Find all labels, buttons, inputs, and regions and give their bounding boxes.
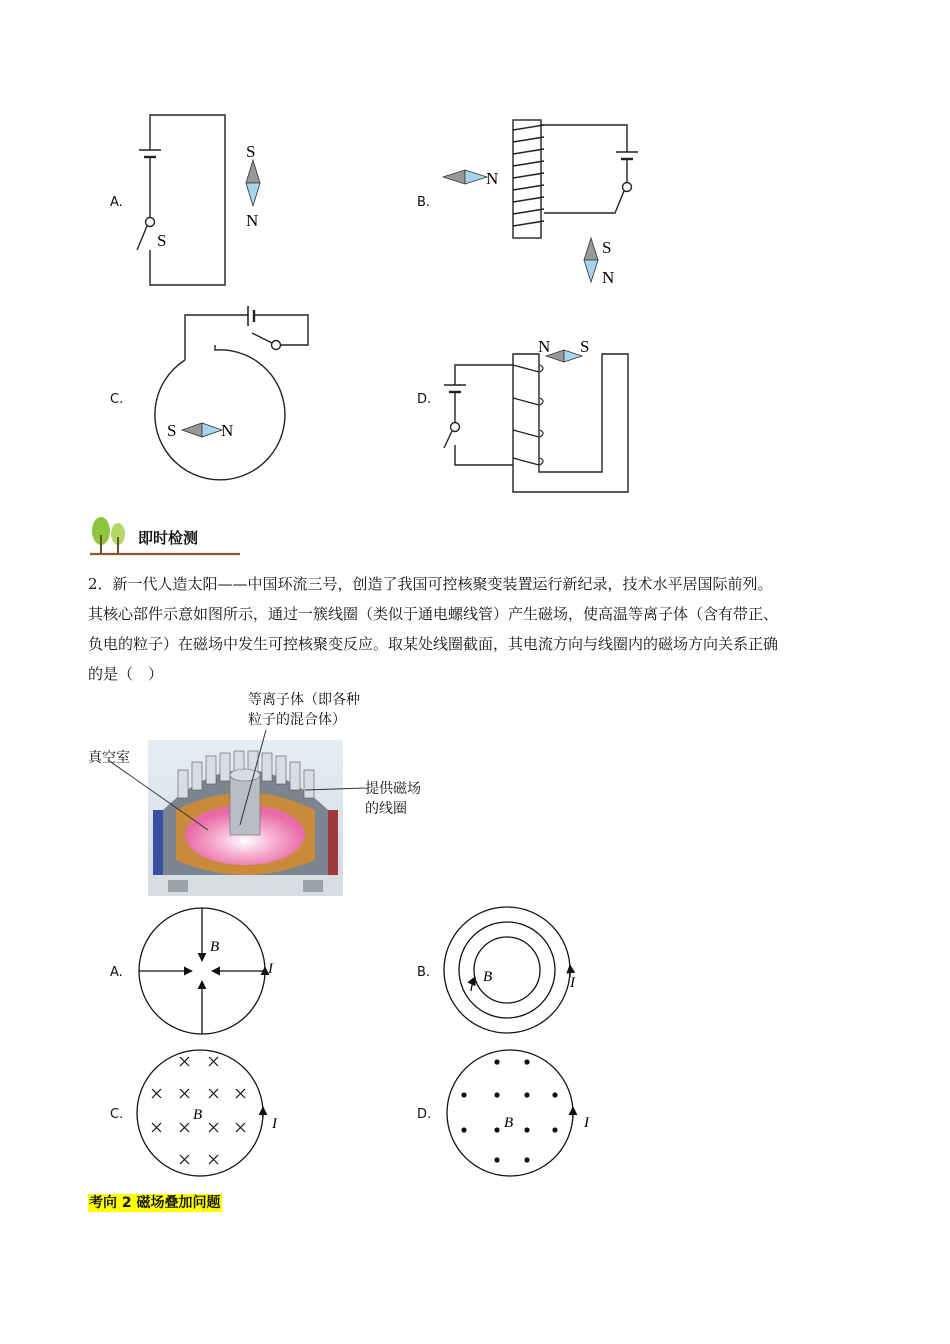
fig-label-coil-2: 的线圈 [365, 801, 407, 817]
q1-c-compass-needle [182, 423, 222, 437]
q2-option-d-label: D. [417, 1107, 432, 1122]
q1-d-pole-right: S [580, 337, 590, 356]
q2-a-I-label: I [268, 961, 273, 977]
q1-c-pole-right: N [221, 421, 234, 440]
q2-option-b-diagram [437, 905, 597, 1040]
q2-c-B-label: B [193, 1107, 203, 1123]
q1-b-compass-needle-bottom [584, 238, 598, 282]
q1-option-b-diagram [440, 110, 650, 295]
q1-a-pole-top: S [246, 142, 256, 161]
section-heading-2-text: 考向 2 磁场叠加问题 [89, 1195, 221, 1211]
q1-b-pole-top: S [602, 238, 612, 257]
q2-option-b-label: B. [417, 965, 431, 980]
q2-line-1: 2．新一代人造太阳——中国环流三号，创造了我国可控核聚变装置运行新纪录，技术水平居国际前列。 [88, 575, 773, 593]
q1-option-d-label: D. [417, 392, 432, 407]
fig-label-plasma-2: 粒子的混合体） [248, 712, 346, 728]
dot-marks [461, 1059, 557, 1162]
q2-line-4: 的是（ ） [88, 665, 164, 683]
fig-label-vacuum: 真空室 [88, 750, 130, 766]
q2-d-I-label: I [584, 1115, 589, 1131]
q1-option-a-diagram [125, 105, 285, 290]
q2-option-a-diagram [130, 905, 290, 1040]
q2-question-text [88, 569, 868, 689]
fig-label-plasma-1: 等离子体（即各种 [248, 692, 360, 708]
q2-option-c-label: C. [110, 1107, 124, 1122]
q1-option-b-label: B. [417, 195, 431, 210]
q1-b-pole-left: N [486, 169, 499, 188]
q1-c-pole-left: S [167, 421, 177, 440]
q2-c-I-label: I [272, 1116, 277, 1132]
q2-line-3: 负电的粒子）在磁场中发生可控核聚变反应。取某处线圈截面，其电流方向与线圈内的磁场方向关系正确 [88, 635, 779, 653]
section-heading-2 [88, 1192, 222, 1212]
q2-b-B-label: B [483, 969, 493, 985]
q2-d-B-label: B [504, 1115, 514, 1131]
figure-leader-lines [100, 700, 390, 840]
q2-option-c-diagram [130, 1045, 290, 1180]
q2-b-I-label: I [570, 975, 575, 991]
q2-option-d-diagram [437, 1045, 602, 1180]
q1-a-switch-label: S [157, 231, 167, 250]
tree-icon [92, 517, 125, 553]
q1-b-compass-needle-left [443, 170, 487, 184]
q1-option-c-diagram [130, 295, 325, 500]
q1-option-c-label: C. [110, 392, 124, 407]
q1-a-pole-bottom: N [246, 211, 259, 230]
section-title: 即时检测 [138, 529, 199, 547]
q2-option-a-label: A. [110, 965, 123, 980]
q1-b-pole-bottom: N [602, 268, 615, 287]
q2-a-B-label: B [210, 939, 220, 955]
q1-option-d-diagram [440, 330, 640, 500]
fig-label-coil-1: 提供磁场 [365, 781, 421, 797]
q1-option-a-label: A. [110, 195, 123, 210]
q2-line-2: 其核心部件示意如图所示，通过一簇线圈（类似于通电螺线管）产生磁场，使高温等离子体（含有带正、 [88, 605, 779, 623]
q1-a-compass-needle [246, 160, 260, 206]
q1-d-pole-left: N [538, 337, 551, 356]
q1-d-compass-needle [546, 350, 582, 362]
